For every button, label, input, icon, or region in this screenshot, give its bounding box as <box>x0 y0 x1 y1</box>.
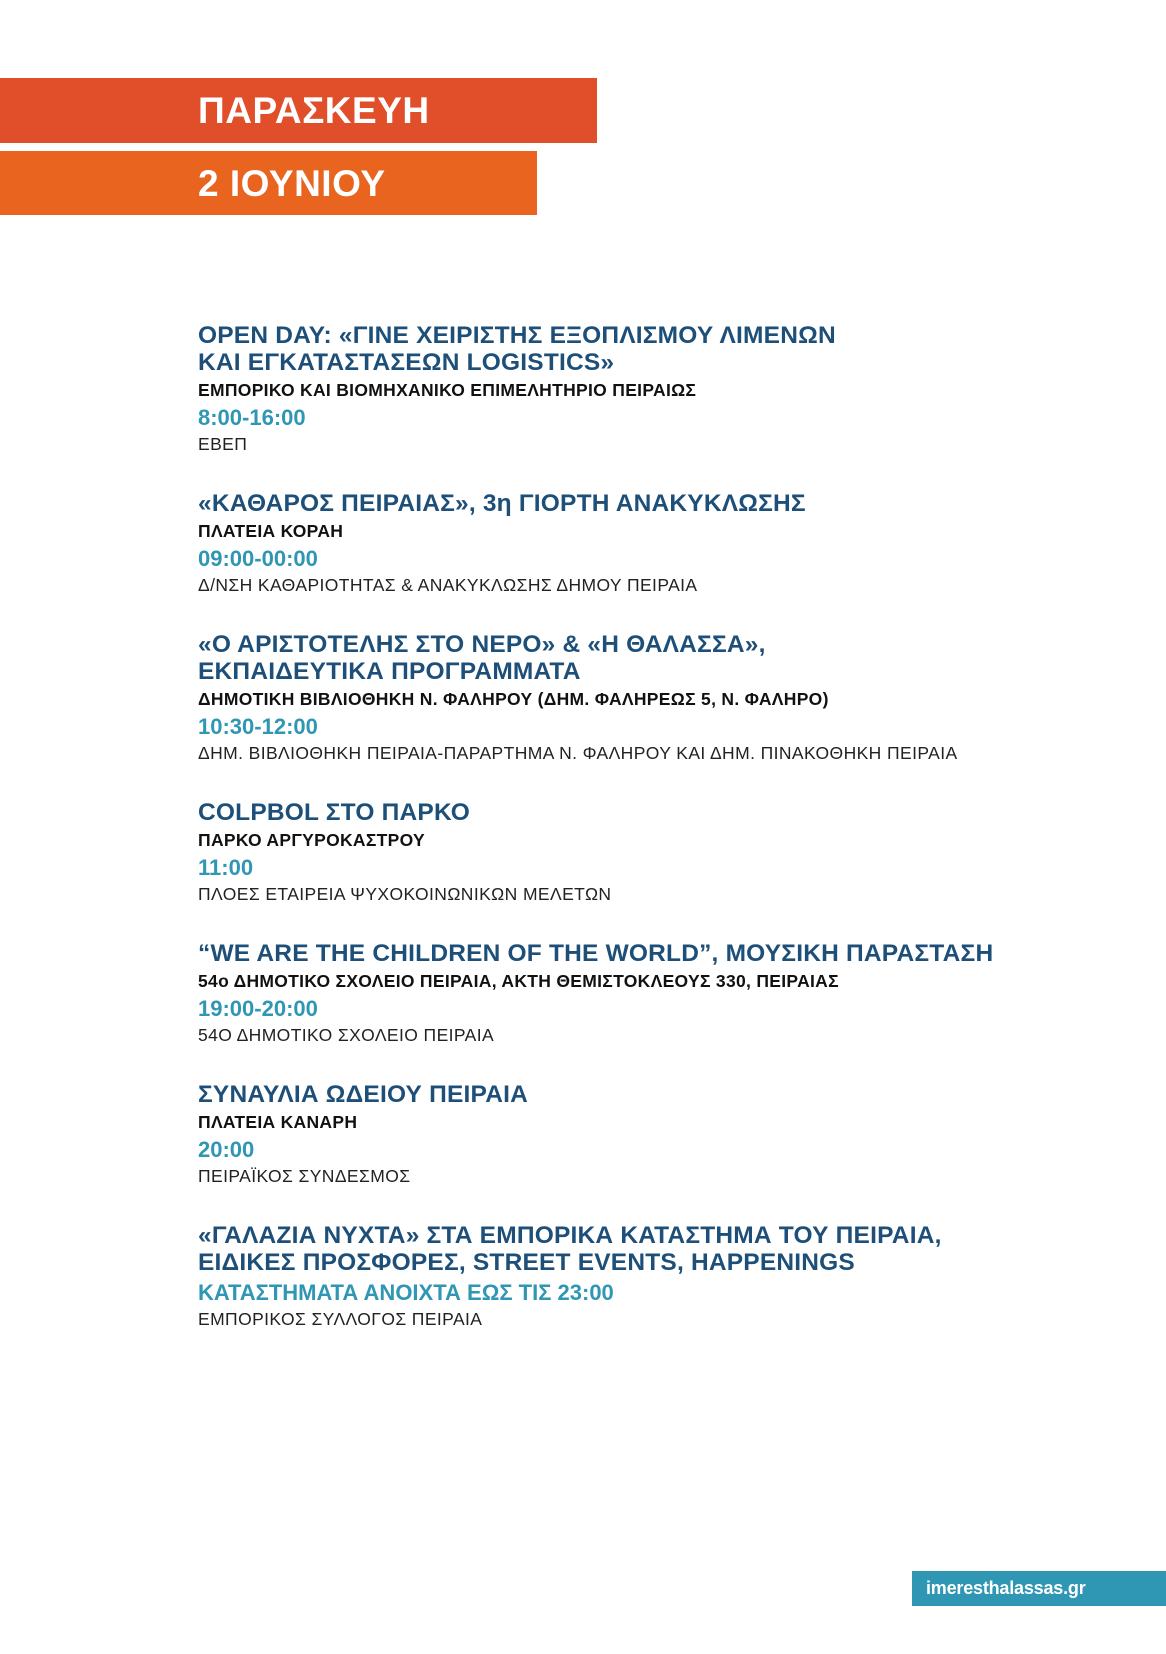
event-title <box>198 490 1128 517</box>
event-title <box>198 322 1128 376</box>
event-title <box>198 1081 1128 1108</box>
event-title-line: “WE ARE THE CHILDREN OF THE WORLD”, ΜΟΥΣΙΚΗ ΠΑΡΑΣΤΑΣΗ <box>198 940 994 967</box>
event-title-line: ΕΚΠΑΙΔΕΥΤΙΚΑ ΠΡΟΓΡΑΜΜΑΤΑ <box>198 658 581 685</box>
event-item <box>198 490 1128 597</box>
event-organizer: Δ/ΝΣΗ ΚΑΘΑΡΙΟΤΗΤΑΣ & ΑΝΑΚΥΚΛΩΣΗΣ ΔΗΜΟΥ ΠΕΙΡΑΙΑ <box>198 575 698 595</box>
event-title-line: «ΚΑΘΑΡΟΣ ΠΕΙΡΑΙΑΣ», 3η ΓΙΟΡΤΗ ΑΝΑΚΥΚΛΩΣΗΣ <box>198 490 806 517</box>
event-item <box>198 940 1128 1047</box>
event-organizer: ΔΗΜ. ΒΙΒΛΙΟΘΗΚΗ ΠΕΙΡΑΙΑ-ΠΑΡΑΡΤΗΜΑ Ν. ΦΑΛΗΡΟΥ ΚΑΙ ΔΗΜ. ΠΙΝΑΚΟΘΗΚΗ ΠΕΙΡΑΙΑ <box>198 743 958 763</box>
event-venue: ΕΜΠΟΡΙΚΟ ΚΑΙ ΒΙΟΜΗΧΑΝΙΚΟ ΕΠΙΜΕΛΗΤΗΡΙΟ ΠΕΙΡΑΙΩΣ <box>198 380 697 400</box>
event-title-line: «Ο ΑΡΙΣΤΟΤΕΛΗΣ ΣΤΟ ΝΕΡΟ» & «Η ΘΑΛΑΣΣΑ», <box>198 631 766 658</box>
event-title <box>198 799 1128 826</box>
event-time: 11:00 <box>198 855 254 880</box>
website-badge[interactable] <box>912 1571 1166 1606</box>
event-time: 09:00-00:00 <box>198 546 318 571</box>
date-label: 2 ΙΟΥΝΙΟΥ <box>198 162 386 204</box>
event-venue: 54ο ΔΗΜΟΤΙΚΟ ΣΧΟΛΕΙΟ ΠΕΙΡΑΙΑ, ΑΚΤΗ ΘΕΜΙΣΤΟΚΛΕΟΥΣ 330, ΠΕΙΡΑΙΑΣ <box>198 971 839 991</box>
event-organizer: ΠΛΟΕΣ ΕΤΑΙΡΕΙΑ ΨΥΧΟΚΟΙΝΩΝΙΚΩΝ ΜΕΛΕΤΩΝ <box>198 884 612 904</box>
event-item <box>198 322 1128 456</box>
event-organizer: ΠΕΙΡΑΪΚΟΣ ΣΥΝΔΕΣΜΟΣ <box>198 1166 411 1186</box>
event-item <box>198 799 1128 906</box>
event-title-line: «ΓΑΛΑΖΙΑ ΝΥΧΤΑ» ΣΤΑ ΕΜΠΟΡΙΚΑ ΚΑΤΑΣΤΗΜΑ ΤΟΥ ΠΕΙΡΑΙΑ, <box>198 1222 942 1249</box>
event-title-line: OPEN DAY: «ΓΙΝΕ ΧΕΙΡΙΣΤΗΣ ΕΞΟΠΛΙΣΜΟΥ ΛΙΜΕΝΩΝ <box>198 322 836 349</box>
event-time: 8:00-16:00 <box>198 405 306 430</box>
event-venue: ΠΛΑΤΕΙΑ ΚΟΡΑΗ <box>198 521 344 541</box>
date-banner <box>0 151 537 215</box>
day-label: ΠΑΡΑΣΚΕΥΗ <box>198 90 430 131</box>
event-venue: ΔΗΜΟΤΙΚΗ ΒΙΒΛΙΟΘΗΚΗ Ν. ΦΑΛΗΡΟΥ (ΔΗΜ. ΦΑΛΗΡΕΩΣ 5, Ν. ΦΑΛΗΡΟ) <box>198 689 829 709</box>
event-title <box>198 1222 1128 1276</box>
event-organizer: 54Ο ΔΗΜΟΤΙΚΟ ΣΧΟΛΕΙΟ ΠΕΙΡΑΙΑ <box>198 1025 495 1045</box>
event-title-line: COLPBOL ΣΤΟ ΠΑΡΚΟ <box>198 799 470 826</box>
website-link[interactable]: imeresthalassas.gr <box>926 1578 1086 1598</box>
event-item <box>198 631 1128 765</box>
event-organizer: ΕΒΕΠ <box>198 434 248 454</box>
event-venue: ΠΑΡΚΟ ΑΡΓΥΡΟΚΑΣΤΡΟΥ <box>198 830 426 850</box>
event-title-line: ΕΙΔΙΚΕΣ ΠΡΟΣΦΟΡΕΣ, STREET EVENTS, HAPPENINGS <box>198 1249 855 1276</box>
event-item <box>198 1222 1128 1331</box>
event-list <box>198 322 1128 1365</box>
event-title <box>198 940 1128 967</box>
event-time: ΚΑΤΑΣΤΗΜΑΤΑ ΑΝΟΙΧΤΑ ΕΩΣ ΤΙΣ 23:00 <box>198 1280 614 1305</box>
event-time: 10:30-12:00 <box>198 714 318 739</box>
event-time: 19:00-20:00 <box>198 996 318 1021</box>
day-banner <box>0 78 597 143</box>
event-title <box>198 631 1128 685</box>
event-time: 20:00 <box>198 1137 255 1162</box>
event-organizer: ΕΜΠΟΡΙΚΟΣ ΣΥΛΛΟΓΟΣ ΠΕΙΡΑΙΑ <box>198 1309 483 1329</box>
event-title-line: ΚΑΙ ΕΓΚΑΤΑΣΤΑΣΕΩΝ LOGISTICS» <box>198 349 615 376</box>
event-venue: ΠΛΑΤΕΙΑ ΚΑΝΑΡΗ <box>198 1112 358 1132</box>
event-item <box>198 1081 1128 1188</box>
event-title-line: ΣΥΝΑΥΛΙΑ ΩΔΕΙΟΥ ΠΕΙΡΑΙΑ <box>198 1081 529 1108</box>
